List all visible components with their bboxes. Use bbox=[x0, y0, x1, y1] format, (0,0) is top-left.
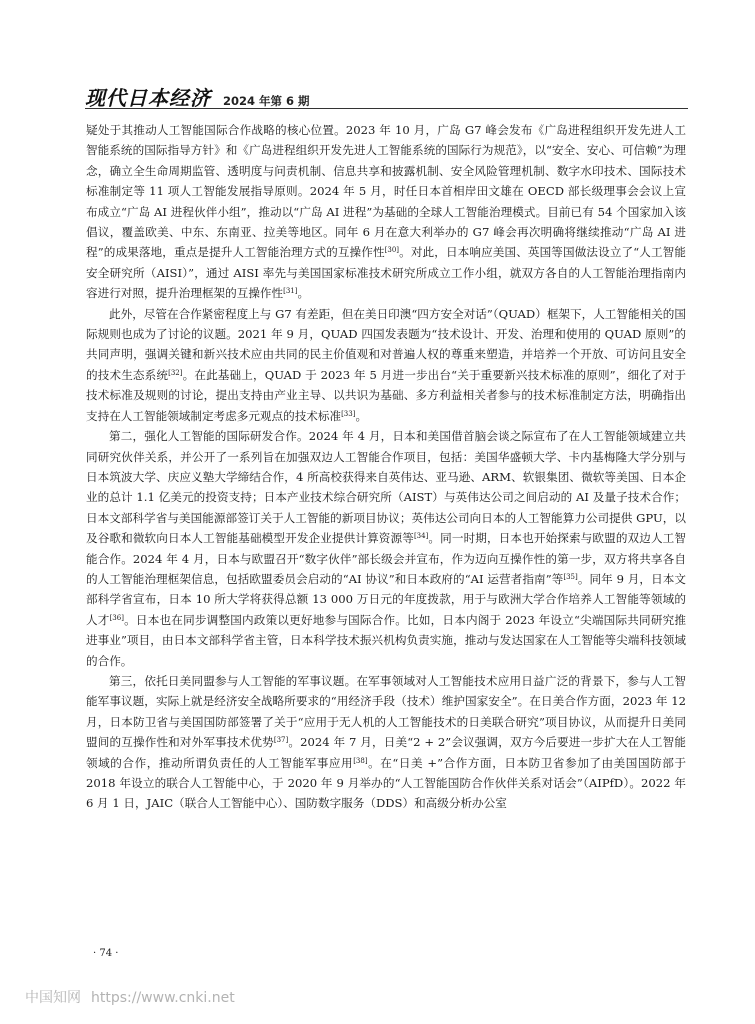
text-run: 第二，强化人工智能的国际研发合作。2024 年 4 月，日本和美国借首脑会谈之际宣布了在人工智能领域建立共同研究伙伴关系，并公开了一系列旨在加强双边人工智能合作项目，包括：美国华盛顿大学、卡内基梅隆大学分别与日本筑波大学、庆应义塾大学缔结合作，4 所高校获得来自英伟达、亚马逊、ARM、软银集团、微软等美国、日本企业的总计 1.1 亿美元的投资支持；日本产业技术综合研究所（AIST）与英伟达公司之间启动的 AI 及量子技术合作；日本文部科学省与美国能源部签订关于人工智能的新项目协议；英伟达公司向日本的人工智能算力公司提供 GPU，以及谷歌和微软向日本人工智能基础模型开发企业提供计算资源等 bbox=[86, 429, 686, 546]
paragraph bbox=[86, 671, 686, 814]
watermark-footer bbox=[25, 987, 235, 1007]
citation-ref: [38] bbox=[353, 756, 368, 765]
citation-ref: [30] bbox=[384, 246, 400, 255]
text-run: 疑处于其推动人工智能国际合作战略的核心位置。2023 年 10 月，广岛 G7 峰会发布《广岛进程组织开发先进人工智能系统的国际指导方针》和《广岛进程组织开发先进人工智能系统的国际行为规范》，以“安全、安心、可信赖”为理念，确立全生命周期监管、透明度与问责机制、信息共享和披露机制、安全风险管理机制、数字水印技术、国际技术标准制定等 11 项人工智能发展指导原则。2024 年 5 月，时任日本首相岸田文雄在 OECD 部长级理事会会议上宣布成立“广岛 AI 进程伙伴小组”，推动以“广岛 AI 进程”为基础的全球人工智能治理模式。目前已有 54 个国家加入该倡议，覆盖欧美、中东、东南亚、拉美等地区。同年 6 月在意大利举办的 G7 峰会再次明确将继续推动“广岛 AI 进程”的成果落地，重点是提升人工智能治理方式的互操作性 bbox=[86, 123, 686, 260]
issue-label: 2024 年第 6 期 bbox=[223, 94, 310, 108]
text-run: 。 bbox=[297, 286, 310, 301]
header-rule bbox=[85, 108, 688, 109]
text-run: 。2024 年 7 月，日美“2 + 2”会议强调，双方今后要进一步扩大在人工智能领域的合作，推动所谓负责任的人工智能军事应用 bbox=[86, 735, 686, 770]
text-run: 此外，尽管在合作紧密程度上与 G7 有差距，但在美日印澳“四方安全对话”（QUAD）框架下，人工智能相关的国际规则也成为了讨论的议题。2021 年 9 月，QUAD 四国发表题为“技术设计、开发、治理和使用的 QUAD 原则”的共同声明，强调关键和新兴技术应由共同的民主价值观和对普遍人权的尊重来塑造，并培养一个开放、可访问且安全的技术生态系统 bbox=[86, 306, 686, 382]
citation-ref: [32] bbox=[168, 368, 183, 377]
text-run: 。同一时期，日本也开始探索与欧盟的双边人工智能合作。2024 年 4 月，日本与欧盟召开“数字伙伴”部长级会并宣布，作为迈向互操作性的第一步，双方将共享各自的人工智能治理框架信息，包括欧盟委员会启动的“AI 协议”和日本政府的“AI 运营者指南”等 bbox=[86, 531, 686, 586]
paragraph bbox=[86, 426, 686, 671]
citation-ref: [37] bbox=[273, 736, 289, 745]
text-run: 。在此基础上，QUAD 于 2023 年 5 月进一步出台“关于重要新兴技术标准的原则”，细化了对于技术标准及规则的讨论，提出支持由产业主导、以共识为基础、多方利益相关者参与的技术标准制定方法，明确指出支持在人工智能领域制定考虑多元观点的技术标准 bbox=[86, 367, 686, 423]
citation-ref: [31] bbox=[283, 287, 298, 296]
article-body bbox=[86, 120, 686, 814]
cnki-brand: 中国知网 bbox=[25, 990, 81, 1006]
citation-ref: [36] bbox=[109, 613, 124, 622]
text-run: 。 bbox=[355, 408, 368, 423]
text-run: 。对此，日本响应美国、英国等国做法设立了“人工智能安全研究所（AISI）”，通过 AISI 率先与美国国家标准技术研究所成立工作小组，就双方各自的人工智能治理指南内容进行对照，提升治理框架的互操作性 bbox=[86, 245, 686, 301]
page-header bbox=[85, 82, 310, 111]
citation-ref: [34] bbox=[413, 532, 429, 541]
citation-ref: [33] bbox=[341, 409, 356, 418]
text-run: 。日本也在同步调整国内政策以更好地参与国际合作。比如，日本内阁于 2023 年设立“尖端国际共同研究推进事业”项目，由日本文部科学省主管，日本科学技术振兴机构负责实施，推动与发达国家在人工智能等尖端科技领域的合作。 bbox=[86, 612, 686, 668]
text-run: 。同年 9 月，日本文部科学省宣布，日本 10 所大学将获得总额 13 000 万日元的年度拨款，用于与欧洲大学合作培养人工智能等领域的人才 bbox=[86, 571, 686, 627]
journal-title: 现代日本经济 bbox=[85, 86, 211, 110]
paragraph bbox=[86, 304, 686, 426]
paragraph bbox=[86, 120, 686, 304]
text-run: 。在“日美 +”合作方面，日本防卫省参加了由美国国防部于 2018 年设立的联合人工智能中心，于 2020 年 9 月举办的“人工智能国防合作伙伴关系对话会”（AIPfD）。2022 年 6 月 1 日，JAIC（联合人工智能中心）、国防数字服务（DDS）和高级分析办公室 bbox=[86, 755, 686, 811]
page-number: · 74 · bbox=[93, 948, 119, 959]
cnki-url: https://www.cnki.net bbox=[91, 990, 235, 1006]
text-run: 第三，依托日美同盟参与人工智能的军事议题。在军事领域对人工智能技术应用日益广泛的背景下，参与人工智能军事议题，实际上就是经济安全战略所要求的“用经济手段（技术）维护国家安全”。在日美合作方面，2023 年 12 月，日本防卫省与美国国防部签署了关于“应用于无人机的人工智能技术的日美联合研究”项目协议，从而提升日美同盟间的互操作性和对外军事技术优势 bbox=[86, 673, 686, 750]
citation-ref: [35] bbox=[563, 572, 578, 581]
